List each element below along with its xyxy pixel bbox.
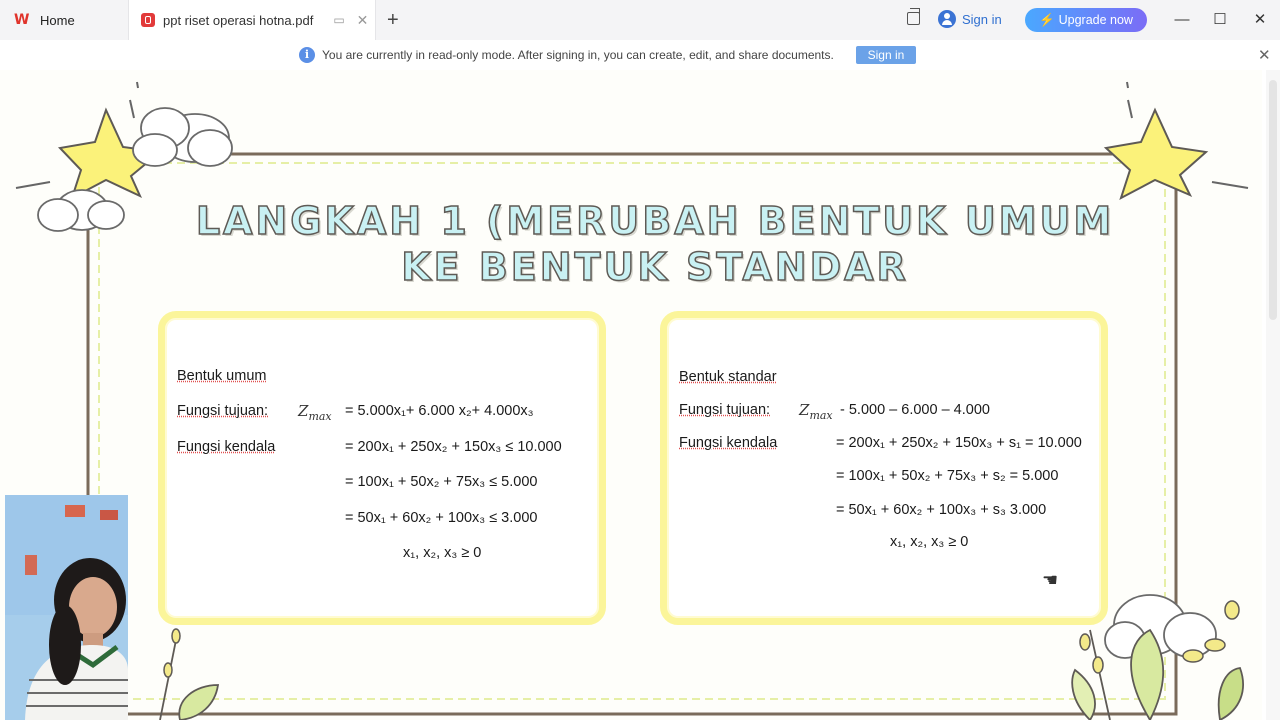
right-objective-expression: - 5.000 – 6.000 – 4.000 bbox=[840, 402, 990, 418]
left-constraint-3: = 50x₁ + 60x₂ + 100x₃ ≤ 3.000 bbox=[345, 510, 538, 526]
general-form-box bbox=[158, 311, 606, 625]
slide-title-line-2: KE BENTUK STANDAR bbox=[401, 245, 909, 289]
slide-title-line-1: LANGKAH 1 (MERUBAH BENTUK UMUM bbox=[195, 199, 1115, 243]
right-constraint-label: Fungsi kendala bbox=[679, 435, 778, 451]
right-z-max bbox=[799, 401, 833, 422]
tab-home[interactable] bbox=[14, 8, 75, 32]
right-nonnegativity: x₁, x₂, x₃ ≥ 0 bbox=[890, 534, 969, 550]
close-window-icon[interactable]: ✕ bbox=[1253, 11, 1267, 28]
sign-in-label: Sign in bbox=[962, 11, 1002, 27]
left-constraint-label: Fungsi kendala bbox=[177, 439, 276, 455]
presenter-video-icon bbox=[5, 495, 128, 720]
slide-page bbox=[0, 70, 1262, 720]
read-only-infobar bbox=[0, 40, 1280, 70]
left-z-subscript: max bbox=[308, 409, 332, 423]
wps-logo-icon: W bbox=[14, 12, 30, 28]
close-tab-icon[interactable]: ✕ bbox=[356, 11, 369, 28]
tab-document-label: ppt riset operasi hotna.pdf bbox=[163, 12, 314, 28]
left-heading: Bentuk umum bbox=[177, 368, 267, 384]
webcam-overlay bbox=[5, 495, 128, 720]
right-heading: Bentuk standar bbox=[679, 369, 777, 385]
hand-cursor-icon: ☚ bbox=[1042, 570, 1059, 590]
upgrade-button[interactable] bbox=[1025, 8, 1147, 32]
pdf-icon bbox=[141, 13, 155, 27]
right-constraint-3: = 50x₁ + 60x₂ + 100x₃ + s₃ 3.000 bbox=[836, 502, 1047, 518]
leaves-bottom-left-icon bbox=[160, 629, 218, 720]
left-objective-expression: = 5.000x₁+ 6.000 x₂+ 4.000x₃ bbox=[345, 403, 534, 419]
title-bar bbox=[0, 0, 1280, 41]
right-z-subscript: max bbox=[809, 408, 833, 422]
info-icon: i bbox=[299, 47, 315, 63]
right-constraint-2: = 100x₁ + 50x₂ + 75x₃ + s₂ = 5.000 bbox=[836, 468, 1059, 484]
window-restore-icon[interactable] bbox=[907, 12, 920, 25]
left-nonnegativity: x₁, x₂, x₃ ≥ 0 bbox=[403, 545, 482, 561]
tab-home-label: Home bbox=[40, 12, 75, 28]
cloud-bottom-right-icon bbox=[1105, 595, 1216, 658]
right-z-symbol: Z bbox=[799, 401, 810, 419]
upgrade-label: Upgrade now bbox=[1058, 13, 1133, 27]
close-infobar-icon[interactable]: ✕ bbox=[1258, 47, 1271, 64]
maximize-icon[interactable]: ☐ bbox=[1213, 11, 1227, 28]
left-z-symbol: Z bbox=[298, 402, 309, 420]
scrollbar-thumb[interactable] bbox=[1269, 80, 1277, 320]
right-constraint-1: = 200x₁ + 250x₂ + 150x₃ + s₁ = 10.000 bbox=[836, 435, 1082, 451]
left-objective-label: Fungsi tujuan: bbox=[177, 403, 269, 419]
lightning-icon: ⚡ bbox=[1039, 12, 1055, 27]
left-constraint-2: = 100x₁ + 50x₂ + 75x₃ ≤ 5.000 bbox=[345, 474, 538, 490]
left-z-max bbox=[298, 402, 332, 423]
cloud-top-left-icon bbox=[133, 108, 232, 166]
left-constraint-1: = 200x₁ + 250x₂ + 150x₃ ≤ 10.000 bbox=[345, 439, 562, 455]
cloud-left-icon bbox=[38, 190, 124, 231]
minimize-icon[interactable]: — bbox=[1174, 11, 1190, 28]
slide-title bbox=[170, 198, 1140, 290]
sign-in-link[interactable] bbox=[938, 10, 1002, 28]
new-tab-icon[interactable]: + bbox=[387, 9, 399, 31]
tab-document[interactable] bbox=[128, 0, 376, 40]
infobar-message: You are currently in read-only mode. After signing in, you can create, edit, and share documents. bbox=[322, 48, 834, 62]
screen-cast-icon[interactable]: ▭ bbox=[333, 13, 345, 27]
star-right-icon bbox=[1106, 110, 1206, 198]
infobar-sign-in-button[interactable]: Sign in bbox=[856, 46, 916, 64]
avatar-icon bbox=[938, 10, 956, 28]
right-objective-label: Fungsi tujuan: bbox=[679, 402, 771, 418]
